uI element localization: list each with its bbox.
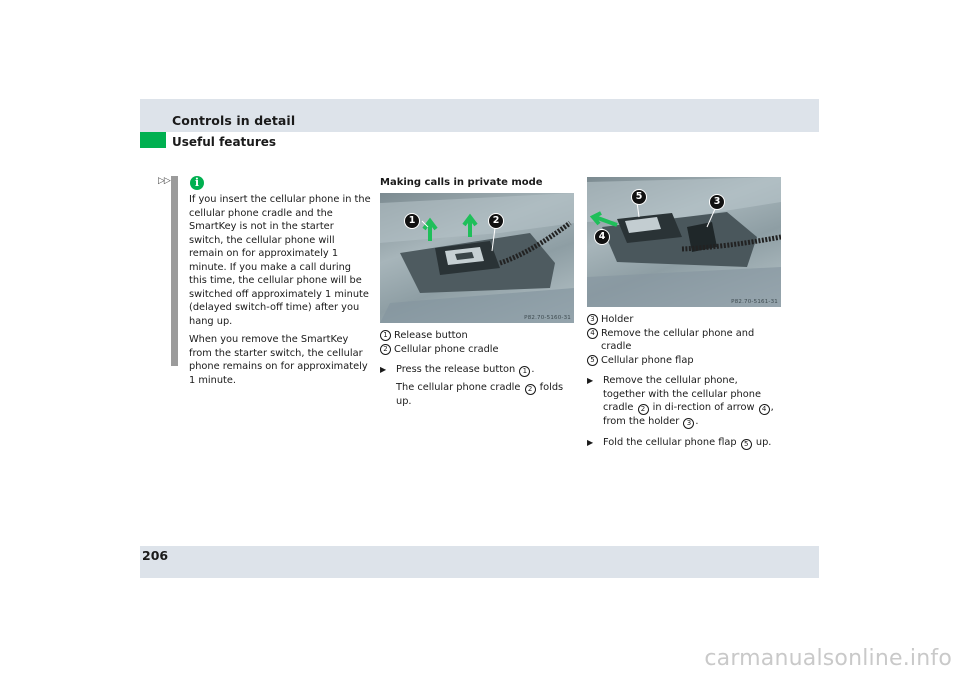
ref-number: 2: [638, 404, 649, 415]
legend: [587, 313, 783, 367]
private-mode-column: [380, 176, 576, 409]
ref-number: 3: [683, 418, 694, 429]
ref-number: 5: [587, 355, 598, 366]
callout-1: 1: [404, 213, 420, 229]
instruction-step: [587, 374, 783, 429]
private-mode-heading: Making calls in private mode: [380, 177, 543, 188]
holder-photo: [587, 177, 781, 307]
photo-code: P82.70-5161-31: [731, 299, 778, 305]
legend-item: [380, 343, 576, 357]
ref-number: 2: [380, 344, 391, 355]
step-text: Remove the cellular phone, together with the cellular phone cradle 2 in di-rection of arrow 4 , from the holder 3 .: [603, 375, 774, 427]
step-arrow-icon: ▶: [587, 438, 594, 447]
info-paragraph: If you insert the cellular phone in the cellular phone cradle and the SmartKey is not in the starter switch, the cellular phone will remain on for approximately 1 minute. If you make a call during this time, the cellular phone will be switched off approximately 1 minute (delayed switch-off time) after you hang up.: [189, 194, 371, 327]
legend-item: [380, 329, 576, 343]
info-icon: i: [190, 176, 204, 190]
ref-number: 5: [741, 439, 752, 450]
instruction-step: [380, 363, 576, 377]
watermark: carmanualsonline.info: [704, 646, 952, 671]
ref-number: 3: [587, 314, 598, 325]
legend-item: [587, 354, 783, 368]
legend-label: Release button: [394, 330, 468, 341]
step-arrow-icon: ▶: [380, 365, 387, 374]
info-box-text: [189, 193, 371, 392]
info-paragraph: When you remove the SmartKey from the starter switch, the cellular phone remains on for approximately 1 minute.: [189, 334, 368, 386]
release-button-photo: [380, 193, 574, 323]
chapter-title: Controls in detail: [172, 113, 296, 128]
ref-number: 2: [525, 384, 536, 395]
step-text: Fold the cellular phone flap 5 up.: [603, 437, 772, 448]
continued-marker: ▷▷: [158, 176, 170, 186]
step-arrow-icon: ▶: [587, 376, 594, 385]
instruction-step: [587, 436, 783, 450]
footer-band: [140, 546, 819, 578]
info-box-bar: [171, 176, 178, 366]
remove-phone-column: [587, 176, 783, 450]
legend-label: Holder: [601, 314, 634, 325]
callout-2: 2: [488, 213, 504, 229]
legend-label: Cellular phone cradle: [394, 343, 499, 355]
callout-3: 3: [709, 194, 725, 210]
section-title: Useful features: [172, 135, 277, 149]
holder-illustration: [587, 177, 781, 307]
photo-code: P82.70-5160-31: [524, 315, 571, 321]
step-result: The cellular phone cradle 2 folds up.: [396, 382, 564, 407]
ref-number: 4: [759, 404, 770, 415]
section-color-tab: [140, 132, 166, 148]
callout-4: 4: [594, 229, 610, 245]
ref-number: 4: [587, 328, 598, 339]
legend-label: Remove the cellular phone and cradle: [601, 327, 755, 352]
legend: [380, 329, 576, 356]
step-text: Press the release button 1 .: [396, 364, 535, 375]
callout-5: 5: [631, 189, 647, 205]
ref-number: 1: [380, 330, 391, 341]
page-number: 206: [142, 548, 169, 563]
legend-label: Cellular phone flap: [601, 354, 694, 366]
legend-item: [587, 313, 783, 327]
legend-item: [587, 327, 783, 354]
ref-number: 1: [519, 366, 530, 377]
